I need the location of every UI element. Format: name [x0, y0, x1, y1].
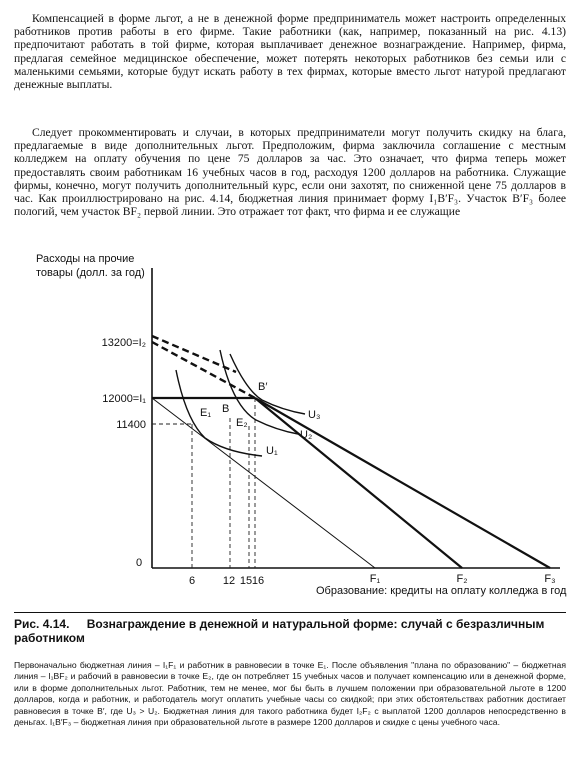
point-label-3: B′ [258, 381, 268, 393]
y-tick-label-0: 13200=I₂ [101, 337, 146, 349]
point-label-2: E₂ [236, 417, 248, 429]
figure-note: Первоначально бюджетная линия – I₁F₁ и работник в равновесии в точке E₁. После объявления "плана по образованию" – бюджетная линия – I₁BF₂ и рабочий в равновесии в точке E₂, где он потребляет 15 учебных часов и получает компенсацию или в денежной форме, или в форме дополнительных льгот. Работник, тем не менее, мог бы быть в лучшем положении при образовательной льготе в 1200 долларов, когда и работник, и работодатель могут оплатить учебные часы со скидкой; при этих обстоятельствах работник достигает равновесия в точке B′, где U₃ > U₂. Бюджетная линия для такого работника будет I₂F₂ с выплатой 1200 долларов непосредственно в деньгах. I₁B′F₃ – бюджетная линия при образовательной льготе в размере 1200 долларов и скидке с цены учебного часа. [14, 660, 566, 728]
y-tick-label-1: 12000=I₁ [102, 393, 146, 405]
x-end-label-2: F₃ [544, 573, 556, 585]
figure-caption [14, 612, 566, 645]
budget-line-BF2 [255, 398, 462, 568]
curve-label-0: U₃ [308, 409, 321, 421]
body-paragraph-2: Следует прокомментировать и случаи, в которых предприниматели могут получить скидку на блага, предлагаемые в виде дополнительных льгот. Предположим, фирма заключила соглашение с местным колледжем на оплату обучения по цене 75 долларов за час. Это означает, что фирма теперь может предоставлять своим работникам 16 учебных часов в год, расходуя 1200 долларов на работника. Служащие фирмы, конечно, могут получить дополнительный курс, если они захотят, по сниженной цене 75 долларов в час. Как проиллюстрировано на рис. 4.14, бюджетная линия принимает форму I₁B′F₃. Участок B′F₃ более пологий, чем участок BF₂ первой линии. Это отражает тот факт, что фирма и ее служащие [14, 126, 566, 219]
caption-number: Рис. 4.14. [14, 617, 70, 631]
point-label-0: E₁ [200, 407, 212, 419]
point-label-1: B [222, 403, 230, 415]
x-axis-label: Образование: кредиты на оплату колледжа в год [316, 585, 567, 597]
figure-4-14 [0, 250, 577, 610]
curve-label-2: U₁ [266, 445, 278, 457]
chart-text-layer [102, 337, 556, 587]
budget-line-BprimeF3 [255, 398, 550, 568]
y-tick-label-2: 11400 [116, 419, 146, 431]
budget-line-I2-dashed [152, 342, 255, 398]
x-end-label-0: F₁ [369, 573, 381, 585]
x-tick-label-2: 15 [239, 575, 253, 587]
body-paragraph-1: Компенсацией в форме льгот, а не в денежной форме предприниматель может настроить определенных работников против работы в его фирме. Такие работники (как, например, показанный на рис. 4.13) предпочитают работать в той фирме, которая выплачивает денежное вознаграждение. Например, фирма, предлагая семейное медицинское обеспечение, может потерять некоторых работников без семьи или с маленькими семьями, которые будут искать работу в тех фирмах, которые вместо льгот натурой предлагают денежные выплаты. [14, 12, 566, 92]
y-axis-label-line1: Расходы на прочие [36, 253, 135, 265]
caption-title: Вознаграждение в денежной и натуральной форме: случай с безразличным работником [14, 617, 545, 645]
x-tick-label-3: 16 [251, 575, 265, 587]
origin-label: 0 [136, 557, 143, 569]
y-axis-label-line2: товары (долл. за год) [36, 267, 145, 279]
x-tick-label-1: 12 [222, 575, 236, 587]
curve-label-1: U₂ [300, 429, 313, 441]
x-end-label-1: F₂ [456, 573, 468, 585]
x-tick-label-0: 6 [188, 575, 196, 587]
